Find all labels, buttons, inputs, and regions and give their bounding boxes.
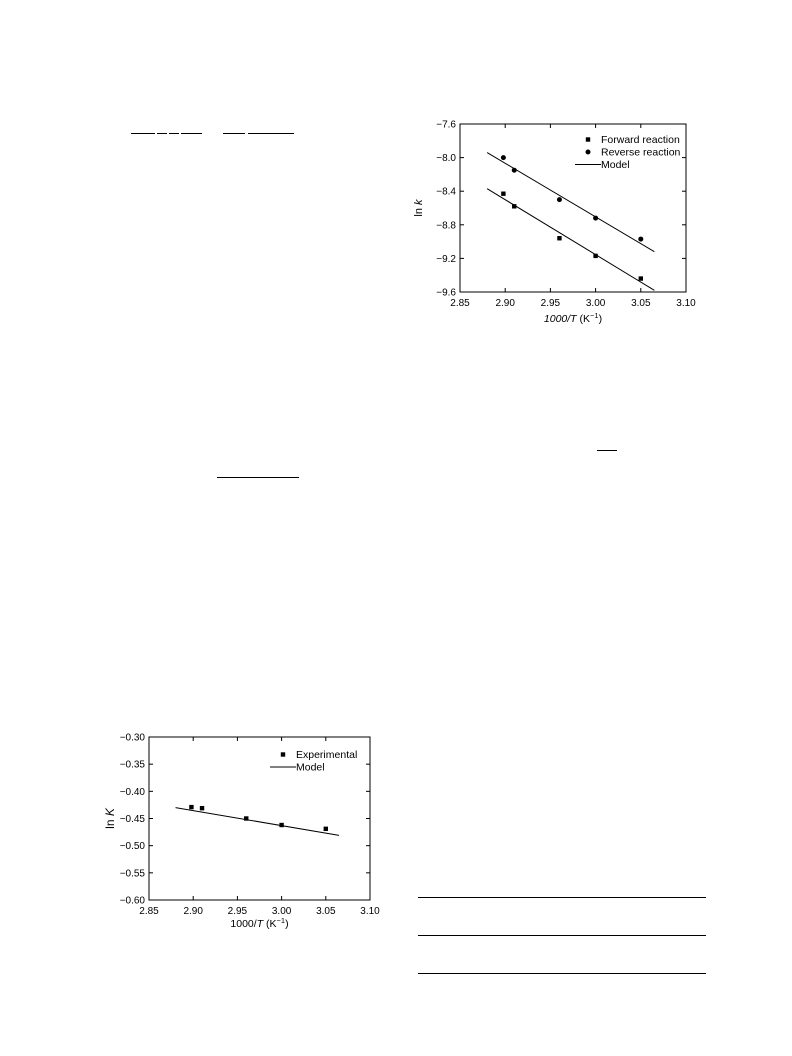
data-point-square xyxy=(639,276,643,280)
y-tick-label: −0.40 xyxy=(119,786,145,798)
data-point-square xyxy=(244,816,248,820)
y-tick-label: −0.55 xyxy=(119,868,145,880)
x-tick-label: 3.10 xyxy=(360,906,380,917)
y-tick-label: −0.60 xyxy=(119,895,145,907)
legend-marker-circle xyxy=(586,150,591,155)
x-tick-label: 2.95 xyxy=(227,906,248,917)
y-tick-label: −0.35 xyxy=(119,759,145,771)
data-point-square xyxy=(501,192,505,196)
x-tick-label: 2.95 xyxy=(540,298,561,309)
data-point-square xyxy=(324,827,328,831)
table-top-rule xyxy=(418,897,706,898)
x-tick-label: 2.85 xyxy=(450,298,470,309)
legend-label: Model xyxy=(601,159,630,171)
data-point-circle xyxy=(501,155,506,160)
equilibrium-constant-chart xyxy=(100,728,390,948)
y-tick-label: −0.45 xyxy=(119,814,145,825)
x-tick-label: 3.00 xyxy=(585,298,606,309)
x-tick-label: 3.10 xyxy=(676,298,696,309)
y-axis-label: ln k xyxy=(413,199,425,217)
y-tick-label: −8.0 xyxy=(436,153,456,165)
y-tick-label: −9.6 xyxy=(436,287,456,299)
data-point-circle xyxy=(557,197,562,202)
data-point-square xyxy=(593,254,597,258)
y-tick-label: −0.50 xyxy=(119,841,145,853)
table-bottom-rule xyxy=(418,973,706,974)
y-tick-label: −9.2 xyxy=(436,253,456,265)
x-axis-label: 1000/T $(K^{-1})$ xyxy=(230,916,289,930)
data-point-square xyxy=(512,204,516,208)
x-tick-label: 3.05 xyxy=(631,298,651,309)
equation-rule xyxy=(248,133,294,134)
data-point-square xyxy=(200,806,204,810)
x-tick-label: 3.05 xyxy=(316,906,336,917)
legend-label: Experimental xyxy=(296,749,358,761)
equation-rule xyxy=(169,133,179,134)
data-point-circle xyxy=(638,237,643,242)
legend-label: Model xyxy=(296,761,325,774)
y-tick-label: −0.30 xyxy=(119,732,145,744)
equation-rule xyxy=(223,133,245,134)
equation-rule xyxy=(217,477,299,478)
x-tick-label: 2.90 xyxy=(495,298,515,309)
data-point-square xyxy=(557,236,561,240)
equation-rule xyxy=(597,450,617,451)
plot-frame xyxy=(149,737,370,900)
y-tick-label: −8.8 xyxy=(436,220,456,232)
table-mid-rule xyxy=(418,935,706,936)
x-axis-label: 1000/T $(K^{-1})$ xyxy=(543,311,603,325)
data-point-circle xyxy=(512,168,517,173)
legend-label: Forward reaction xyxy=(601,134,680,146)
y-tick-label: −7.6 xyxy=(436,119,456,131)
legend-marker-square xyxy=(586,137,590,141)
equation-rule xyxy=(181,133,202,134)
y-tick-label: −8.4 xyxy=(436,186,456,198)
equation-rule xyxy=(131,133,155,134)
data-point-circle xyxy=(593,216,598,221)
model-line xyxy=(487,189,654,291)
equation-rule xyxy=(157,133,167,134)
legend-marker-square xyxy=(281,752,285,756)
x-tick-label: 2.90 xyxy=(183,906,203,917)
data-point-square xyxy=(279,823,283,827)
x-tick-label: 3.00 xyxy=(271,906,292,917)
y-axis-label: ln K xyxy=(103,808,117,829)
data-point-square xyxy=(189,805,193,809)
x-tick-label: 2.85 xyxy=(139,906,159,917)
rate-constant-chart xyxy=(400,112,710,327)
legend-label: Reverse reaction xyxy=(601,146,681,159)
model-line xyxy=(176,808,340,836)
